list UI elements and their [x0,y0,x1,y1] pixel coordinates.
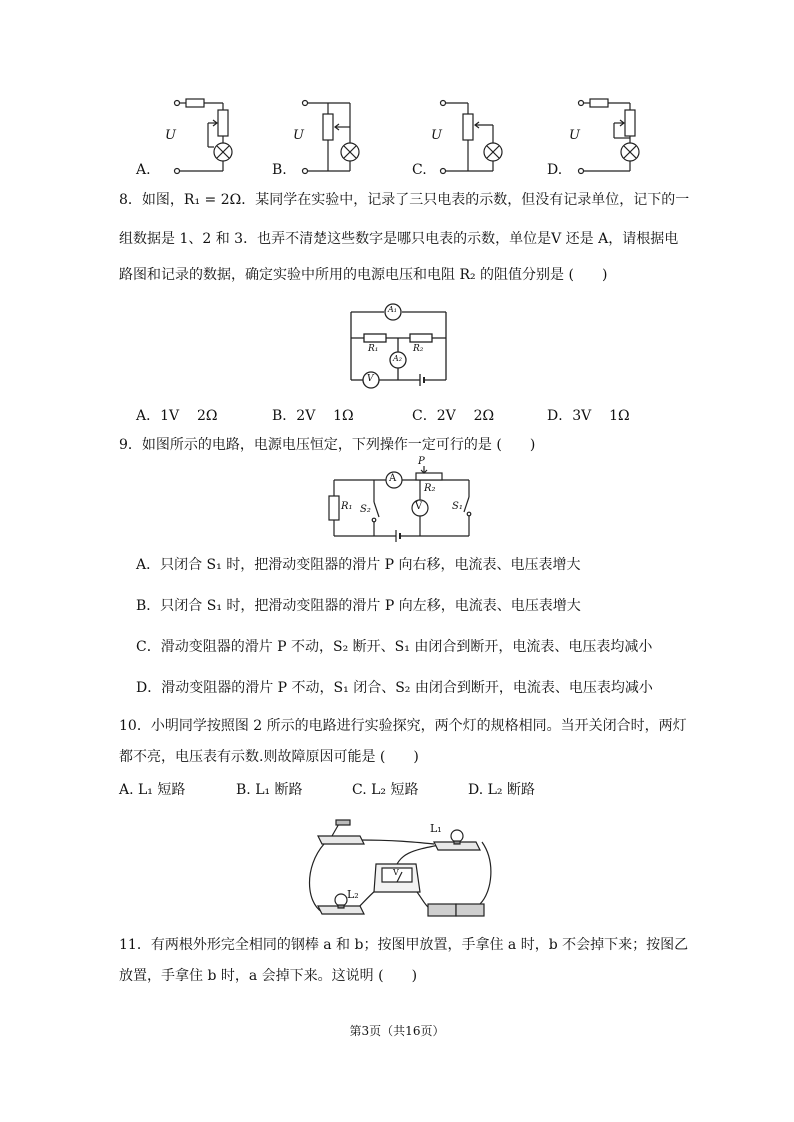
q9-option-a[interactable]: A．只闭合 S₁ 时，把滑动变阻器的滑片 P 向右移，电流表、电压表增大 [136,557,581,573]
q9-ammeter: A [389,473,397,484]
q9-stem: 9．如图所示的电路，电源电压恒定，下列操作一定可行的是 ( ) [119,437,536,453]
q8-option-c-key: C． [412,408,437,424]
q10-voltmeter-label: V [393,868,399,877]
q9-slider-p: P [418,456,425,467]
q9-s2-label: S₂ [360,504,371,515]
q8-circuit-figure [346,300,456,392]
q10-lamp-l2-label: L₂ [347,888,359,901]
q8-option-b-key: B． [272,408,297,424]
q8-option-a[interactable] [136,405,217,425]
q8-stem-line3: 路图和记录的数据，确定实验中所用的电源电压和电阻 R₂ 的阻值分别是 ( ) [119,267,608,283]
q7-circuit-diagrams [120,92,680,182]
q8-option-d-voltage: 3V [572,408,592,424]
q8-option-a-voltage: 1V [160,408,180,424]
q9-r1-label: R₁ [341,501,353,512]
q11-stem-line2: 放置，手拿住 b 时，a 会掉下来。这说明 ( ) [119,968,418,984]
q7-figures [120,92,680,182]
q9-option-d[interactable]: D．滑动变阻器的滑片 P 不动，S₁ 闭合、S₂ 由闭合到断开，电流表、电压表均减小 [136,680,653,696]
q11-stem-line1: 11．有两根外形完全相同的钢棒 a 和 b；按图甲放置，手拿住 a 时，b 不会掉下来；按图乙 [119,937,689,953]
q9-option-b[interactable]: B．只闭合 S₁ 时，把滑动变阻器的滑片 P 向左移，电流表、电压表增大 [136,598,581,614]
q8-option-b-resistance: 1Ω [333,408,354,424]
q8-stem-line1: 8．如图，R₁ = 2Ω．某同学在实验中，记录了三只电表的示数，但没有记录单位，记下的一 [119,192,690,208]
q8-stem-line2: 组数据是 1、2 和 3．也弄不清楚这些数字是哪只电表的示数，单位是V 还是 A，请根据电 [119,231,679,247]
q10-stem-line2: 都不亮，电压表有示数.则故障原因可能是 ( ) [119,749,419,765]
q8-option-d-key: D． [547,408,573,424]
q8-circuit-diagram [346,300,456,392]
q10-physical-circuit [304,812,494,924]
q7-u-label-d: U [569,128,580,143]
q10-stem-line1: 10．小明同学按照图 2 所示的电路进行实验探究，两个灯的规格相同。当开关闭合时，两灯 [119,718,687,734]
q8-r2-label: R₂ [413,344,424,354]
q10-apparatus-drawing [304,812,494,924]
q8-option-c[interactable] [412,405,494,425]
q8-r1-label: R₁ [368,344,379,354]
q10-option-d[interactable]: D. L₂ 断路 [468,782,535,798]
q7-u-label-b: U [293,128,304,143]
q7-option-c[interactable]: C. [412,162,427,178]
q9-option-c[interactable]: C．滑动变阻器的滑片 P 不动，S₂ 断开、S₁ 由闭合到断开，电流表、电压表均减小 [136,639,653,655]
q8-option-c-resistance: 2Ω [473,408,495,424]
q8-ammeter-a1: A₁ [388,305,397,314]
q8-option-b-voltage: 2V [296,408,316,424]
q8-option-a-resistance: 2Ω [196,408,218,424]
q9-circuit-figure [324,456,474,542]
q9-r2-label: R₂ [424,483,436,494]
q8-ammeter-a2: A₂ [393,354,402,363]
q9-voltmeter: V [415,501,423,512]
q9-s1-label: S₁ [452,501,463,512]
q8-option-c-voltage: 2V [436,408,456,424]
q10-option-b[interactable]: B. L₁ 断路 [236,782,303,798]
q8-option-d-resistance: 1Ω [609,408,630,424]
q8-voltmeter: V [367,374,374,384]
q8-option-a-key: A． [136,408,161,424]
q8-option-d[interactable] [547,405,630,425]
q10-option-c[interactable]: C. L₂ 短路 [352,782,419,798]
page-footer: 第3页（共16页） [349,1024,445,1038]
q7-option-d[interactable]: D. [547,162,563,178]
q7-option-b[interactable]: B. [272,162,287,178]
q10-lamp-l1-label: L₁ [430,822,442,835]
q7-option-a[interactable]: A. [136,162,151,178]
q7-u-label-c: U [431,128,442,143]
q7-u-label-a: U [165,128,176,143]
q10-option-a[interactable]: A. L₁ 短路 [119,782,186,798]
q8-option-b[interactable] [272,405,354,425]
